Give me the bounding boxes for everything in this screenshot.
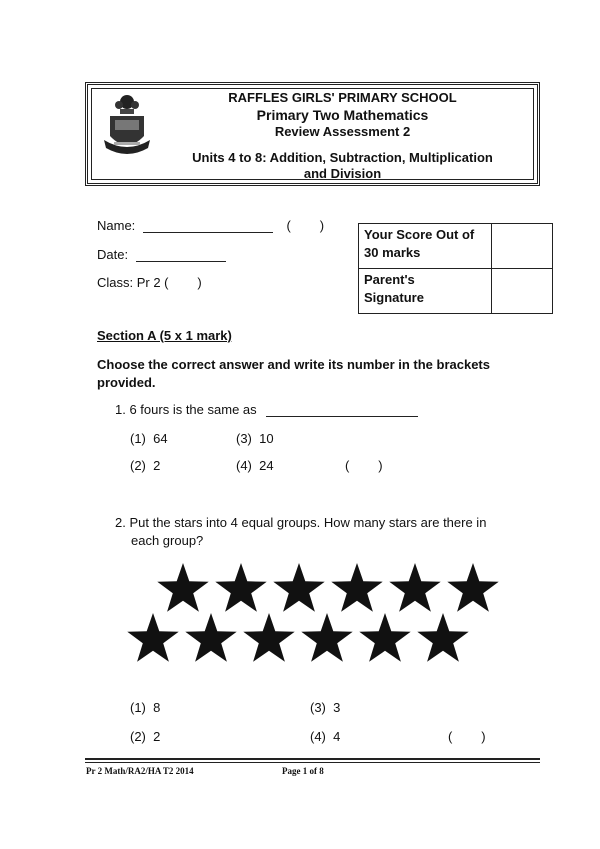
units-line-1: Units 4 to 8: Addition, Subtraction, Multiplication (192, 150, 493, 165)
name-row (97, 218, 324, 233)
footer-rule (85, 758, 540, 760)
question-2-option-4: (4) 4 (310, 729, 341, 744)
question-1 (115, 402, 418, 417)
star-5 (389, 563, 440, 612)
units-line-2: and Division (303, 166, 382, 181)
question-1-option-2: (2) 2 (130, 458, 161, 473)
star-11 (359, 613, 410, 662)
footer-code: Pr 2 Math/RA2/HA T2 2014 (86, 766, 194, 776)
section-a-title: Section A (5 x 1 mark) (97, 328, 232, 343)
question-2-answer-bracket[interactable]: ( ) (448, 729, 486, 744)
score-table (358, 223, 553, 314)
index-bracket: ( ) (286, 218, 325, 233)
question-2-text-line-1: Put the stars into 4 equal groups. How many stars are there in (129, 515, 487, 530)
star-4 (331, 563, 382, 612)
stars-figure (120, 558, 500, 668)
question-1-answer-bracket[interactable]: ( ) (345, 458, 383, 473)
signature-label-cell (359, 269, 492, 314)
name-label: Name: (97, 218, 136, 233)
question-2-number: 2. (115, 515, 126, 530)
question-2-option-3: (3) 3 (310, 700, 341, 715)
star-10 (301, 613, 352, 662)
question-1-number: 1. (115, 402, 126, 417)
section-a-instruction: Choose the correct answer and write its number in the brackets provided. (97, 357, 490, 390)
question-1-option-4: (4) 24 (236, 458, 274, 473)
subject-title: Primary Two Mathematics (256, 107, 429, 123)
signature-row (359, 269, 553, 314)
question-1-option-3: (3) 10 (236, 431, 274, 446)
question-1-option-1: (1) 64 (130, 431, 168, 446)
star-3 (273, 563, 324, 612)
school-crest-logo (102, 92, 152, 164)
star-12 (417, 613, 468, 662)
signature-label-line-2: Signature (364, 290, 424, 305)
question-2-text-line-2: each group? (131, 533, 204, 548)
question-2 (115, 514, 486, 550)
date-label: Date: (97, 247, 129, 262)
school-name: RAFFLES GIRLS' PRIMARY SCHOOL (228, 90, 457, 105)
star-1 (157, 563, 208, 612)
footer-page-number: Page 1 of 8 (282, 766, 324, 776)
star-9 (243, 613, 294, 662)
score-label-cell (359, 224, 492, 269)
star-7 (127, 613, 178, 662)
footer-rule-thin (85, 762, 540, 763)
signature-label-line-1: Parent's (364, 272, 415, 287)
score-label-line-2: 30 marks (364, 245, 421, 260)
star-8 (185, 613, 236, 662)
question-2-option-1: (1) 8 (130, 700, 161, 715)
assessment-title: Review Assessment 2 (274, 124, 411, 139)
name-field-line[interactable] (143, 232, 273, 233)
units-title (150, 150, 535, 182)
question-1-text: 6 fours is the same as (129, 402, 257, 417)
score-value-cell[interactable] (492, 224, 553, 269)
score-row (359, 224, 553, 269)
date-field-line[interactable] (136, 261, 226, 262)
star-2 (215, 563, 266, 612)
question-2-option-2: (2) 2 (130, 729, 161, 744)
date-row (97, 247, 226, 262)
class-label: Class: Pr 2 ( ) (97, 275, 202, 290)
question-1-answer-line (266, 416, 418, 417)
score-label-line-1: Your Score Out of (364, 227, 475, 242)
signature-value-cell[interactable] (492, 269, 553, 314)
star-6 (447, 563, 498, 612)
